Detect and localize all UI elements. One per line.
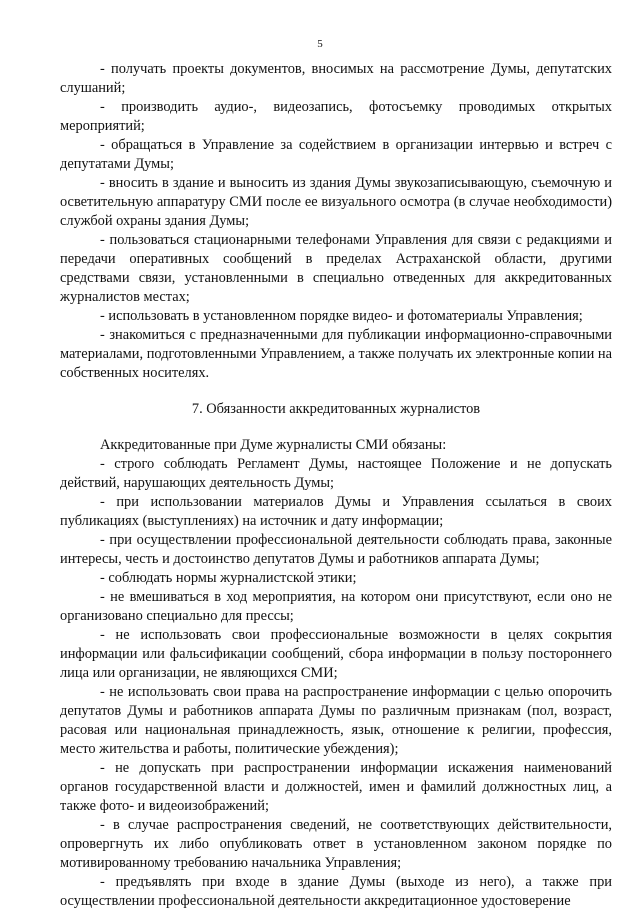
duty-item: - предъявлять при входе в здание Думы (выходе из него), а также при осуществлении профессиональной деятельности аккредитационное удостоверение bbox=[60, 874, 612, 909]
duty-item: - не использовать свои профессиональные возможности в целях сокрытия информации или фальсификации сообщений, сбора информации в пользу постороннего лица или организации, не являющихся СМИ; bbox=[60, 627, 612, 681]
rights-item: - использовать в установленном порядке видео- и фотоматериалы Управления; bbox=[100, 308, 583, 324]
duty-item: - строго соблюдать Регламент Думы, настоящее Положение и не допускать действий, нарушающих деятельность Думы; bbox=[60, 456, 612, 491]
rights-item: - производить аудио-, видеозапись, фотосъемку проводимых открытых мероприятий; bbox=[60, 99, 612, 134]
duty-item: - в случае распространения сведений, не соответствующих действительности, опровергнуть их либо опубликовать ответ в установленном законом порядке по мотивированному требованию начальника Управления; bbox=[60, 817, 612, 871]
rights-item: - пользоваться стационарными телефонами Управления для связи с редакциями и передачи оперативных сообщений в пределах Астраханской области, другими средствами связи, установленными в специально отведенных для аккредитованных журналистов местах; bbox=[60, 232, 612, 305]
duty-item: - при использовании материалов Думы и Управления ссылаться в своих публикациях (выступлениях) на источник и дату информации; bbox=[60, 494, 612, 529]
duty-item: - не допускать при распространении информации искажения наименований органов государственной власти и должностей, имен и фамилий должностных лиц, а также фото- и видеоизображений; bbox=[60, 760, 612, 814]
section-intro: Аккредитованные при Думе журналисты СМИ обязаны: bbox=[100, 437, 447, 453]
rights-item: - обращаться в Управление за содействием в организации интервью и встреч с депутатами Думы; bbox=[60, 137, 612, 172]
rights-item: - получать проекты документов, вносимых на рассмотрение Думы, депутатских слушаний; bbox=[60, 61, 612, 96]
duty-item: - при осуществлении профессиональной деятельности соблюдать права, законные интересы, честь и достоинство депутатов Думы и работников аппарата Думы; bbox=[60, 532, 612, 567]
page-number: 5 bbox=[317, 38, 323, 50]
duty-item: - не вмешиваться в ход мероприятия, на котором они присутствуют, если оно не организовано специально для прессы; bbox=[60, 589, 612, 624]
rights-item: - вносить в здание и выносить из здания Думы звукозаписывающую, съемочную и осветительную аппаратуру СМИ после ее визуального осмотра (в случае необходимости) службой охраны здания Думы; bbox=[60, 175, 612, 229]
document-body bbox=[60, 60, 612, 911]
section-heading: 7. Обязанности аккредитованных журналистов bbox=[191, 401, 481, 417]
duty-item: - соблюдать нормы журналистской этики; bbox=[100, 570, 357, 586]
rights-item: - знакомиться с предназначенными для публикации информационно-справочными материалами, подготовленными Управлением, а также получать их электронные копии на собственных носителях. bbox=[60, 327, 612, 381]
duty-item: - не использовать свои права на распространение информации с целью опорочить депутатов Думы и работников аппарата Думы по различным признакам (пол, возраст, расовая или национальная принадлежность, язык, отношение к религии, профессия, место жительства и работы, политические убеждения); bbox=[60, 684, 612, 757]
